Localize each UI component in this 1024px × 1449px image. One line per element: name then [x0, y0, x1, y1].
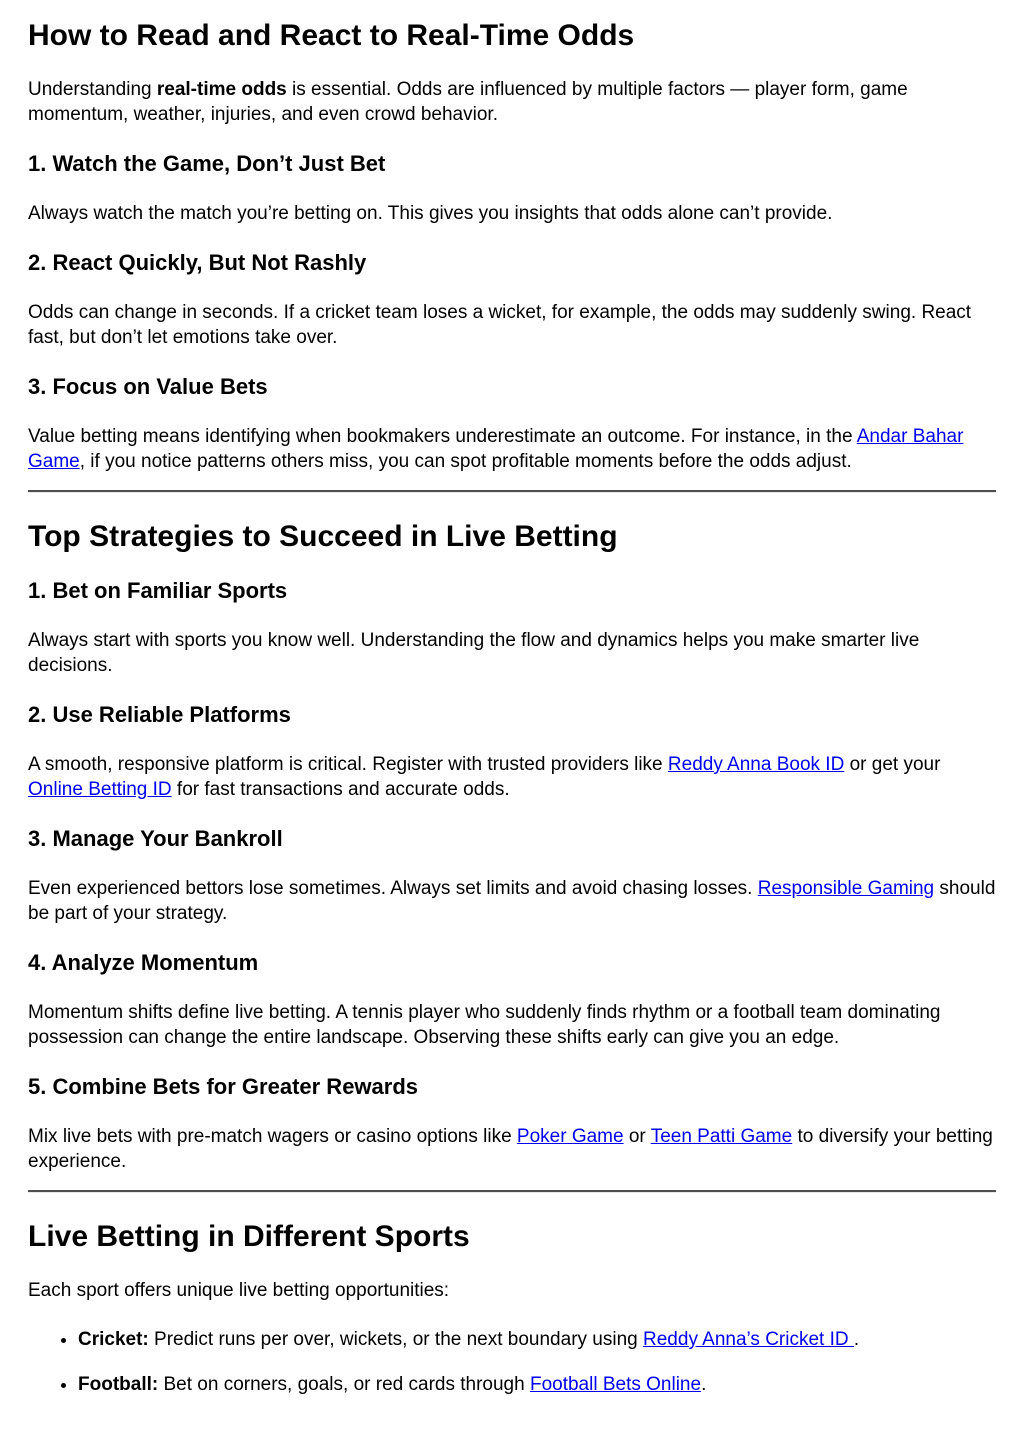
paragraph	[28, 1124, 996, 1174]
bold-text: Cricket:	[78, 1329, 149, 1350]
reddy-anna-book-id-link[interactable]: Reddy Anna Book ID	[667, 754, 845, 775]
list-item	[78, 1327, 996, 1352]
section-live-betting-sports	[28, 1219, 996, 1397]
text-run: for fast transactions and accurate odds.	[171, 779, 510, 800]
bold-text: Football:	[78, 1374, 159, 1395]
text-run: , if you notice patterns others miss, you can spot profitable moments before the odds adjust.	[79, 451, 852, 472]
text-run: Always watch the match you’re betting on. This gives you insights that odds alone can’t provide.	[28, 203, 833, 224]
paragraph	[28, 300, 996, 350]
text-run: Even experienced bettors lose sometimes. Always set limits and avoid chasing losses.	[28, 878, 758, 899]
text-run: 1. Watch the Game, Don’t Just Bet	[28, 151, 386, 176]
section-divider	[28, 490, 996, 493]
text-run: Each sport offers unique live betting opportunities:	[28, 1280, 450, 1301]
text-run: or	[623, 1126, 651, 1147]
subsection-heading	[28, 950, 996, 976]
section-title	[28, 18, 996, 53]
subsection-heading	[28, 250, 996, 276]
text-run: A smooth, responsive platform is critical. Register with trusted providers like	[28, 754, 668, 775]
text-run: 2. Use Reliable Platforms	[28, 702, 291, 727]
text-run: is essential. Odds are influenced by multiple factors — player form, game momentum, weather, injuries, and even crowd behavior.	[28, 79, 908, 125]
section-top-strategies	[28, 519, 996, 1193]
subsection-heading	[28, 826, 996, 852]
text-run: to diversify your betting experience.	[28, 1126, 993, 1172]
subsection-heading	[28, 578, 996, 604]
section-divider	[28, 1190, 996, 1193]
andar-bahar-game-link[interactable]: Andar Bahar Game	[28, 426, 964, 472]
text-run: Predict runs per over, wickets, or the next boundary using	[148, 1329, 644, 1350]
paragraph	[28, 1278, 996, 1303]
text-run: 3. Manage Your Bankroll	[28, 826, 283, 851]
text-run: Bet on corners, goals, or red cards through	[158, 1374, 530, 1395]
text-run: Odds can change in seconds. If a cricket team loses a wicket, for example, the odds may suddenly swing. React fast, but don’t let emotions take over.	[28, 302, 972, 348]
text-run: 4. Analyze Momentum	[28, 950, 259, 975]
section-title	[28, 519, 996, 554]
text-run: should be part of your strategy.	[28, 878, 996, 924]
text-run: Always start with sports you know well. Understanding the flow and dynamics helps you make smarter live decisions.	[28, 630, 920, 676]
text-run: How to Read and React to Real-Time Odds	[28, 19, 635, 52]
text-run: Live Betting in Different Sports	[28, 1220, 470, 1253]
paragraph	[28, 876, 996, 926]
subsection-heading	[28, 702, 996, 728]
section-how-to-read-odds	[28, 18, 996, 493]
sports-list	[28, 1327, 996, 1397]
teen-patti-game-link[interactable]: Teen Patti Game	[650, 1126, 793, 1147]
text-run: 3. Focus on Value Bets	[28, 374, 268, 399]
subsection-heading	[28, 151, 996, 177]
subsection-heading	[28, 374, 996, 400]
paragraph	[28, 1000, 996, 1050]
poker-game-link[interactable]: Poker Game	[516, 1126, 624, 1147]
reddy-anna-cricket-id-link[interactable]: Reddy Anna’s Cricket ID	[643, 1329, 854, 1350]
online-betting-id-link[interactable]: Online Betting ID	[28, 779, 172, 800]
text-run: 5. Combine Bets for Greater Rewards	[28, 1074, 419, 1099]
text-run: Mix live bets with pre-match wagers or casino options like	[28, 1126, 517, 1147]
text-run: Understanding	[28, 79, 157, 100]
text-run: .	[853, 1329, 860, 1350]
paragraph	[28, 752, 996, 802]
bold-text: real-time odds	[156, 79, 287, 100]
text-run: .	[701, 1374, 707, 1395]
paragraph	[28, 201, 996, 226]
paragraph	[28, 628, 996, 678]
text-run: Momentum shifts define live betting. A tennis player who suddenly finds rhythm or a football team dominating possession can change the entire landscape. Observing these shifts early can give you an edge.	[28, 1002, 941, 1048]
football-bets-online-link[interactable]: Football Bets Online	[529, 1374, 702, 1395]
section-title	[28, 1219, 996, 1254]
text-run: Value betting means identifying when bookmakers underestimate an outcome. For instance, in the	[28, 426, 857, 447]
list-item	[78, 1372, 996, 1397]
text-run: Top Strategies to Succeed in Live Betting	[28, 520, 618, 553]
text-run: 2. React Quickly, But Not Rashly	[28, 250, 367, 275]
text-run: 1. Bet on Familiar Sports	[28, 578, 288, 603]
article	[28, 0, 996, 1397]
subsection-heading	[28, 1074, 996, 1100]
text-run: or get your	[844, 754, 941, 775]
paragraph	[28, 424, 996, 474]
responsible-gaming-link[interactable]: Responsible Gaming	[757, 878, 935, 899]
paragraph	[28, 77, 996, 127]
